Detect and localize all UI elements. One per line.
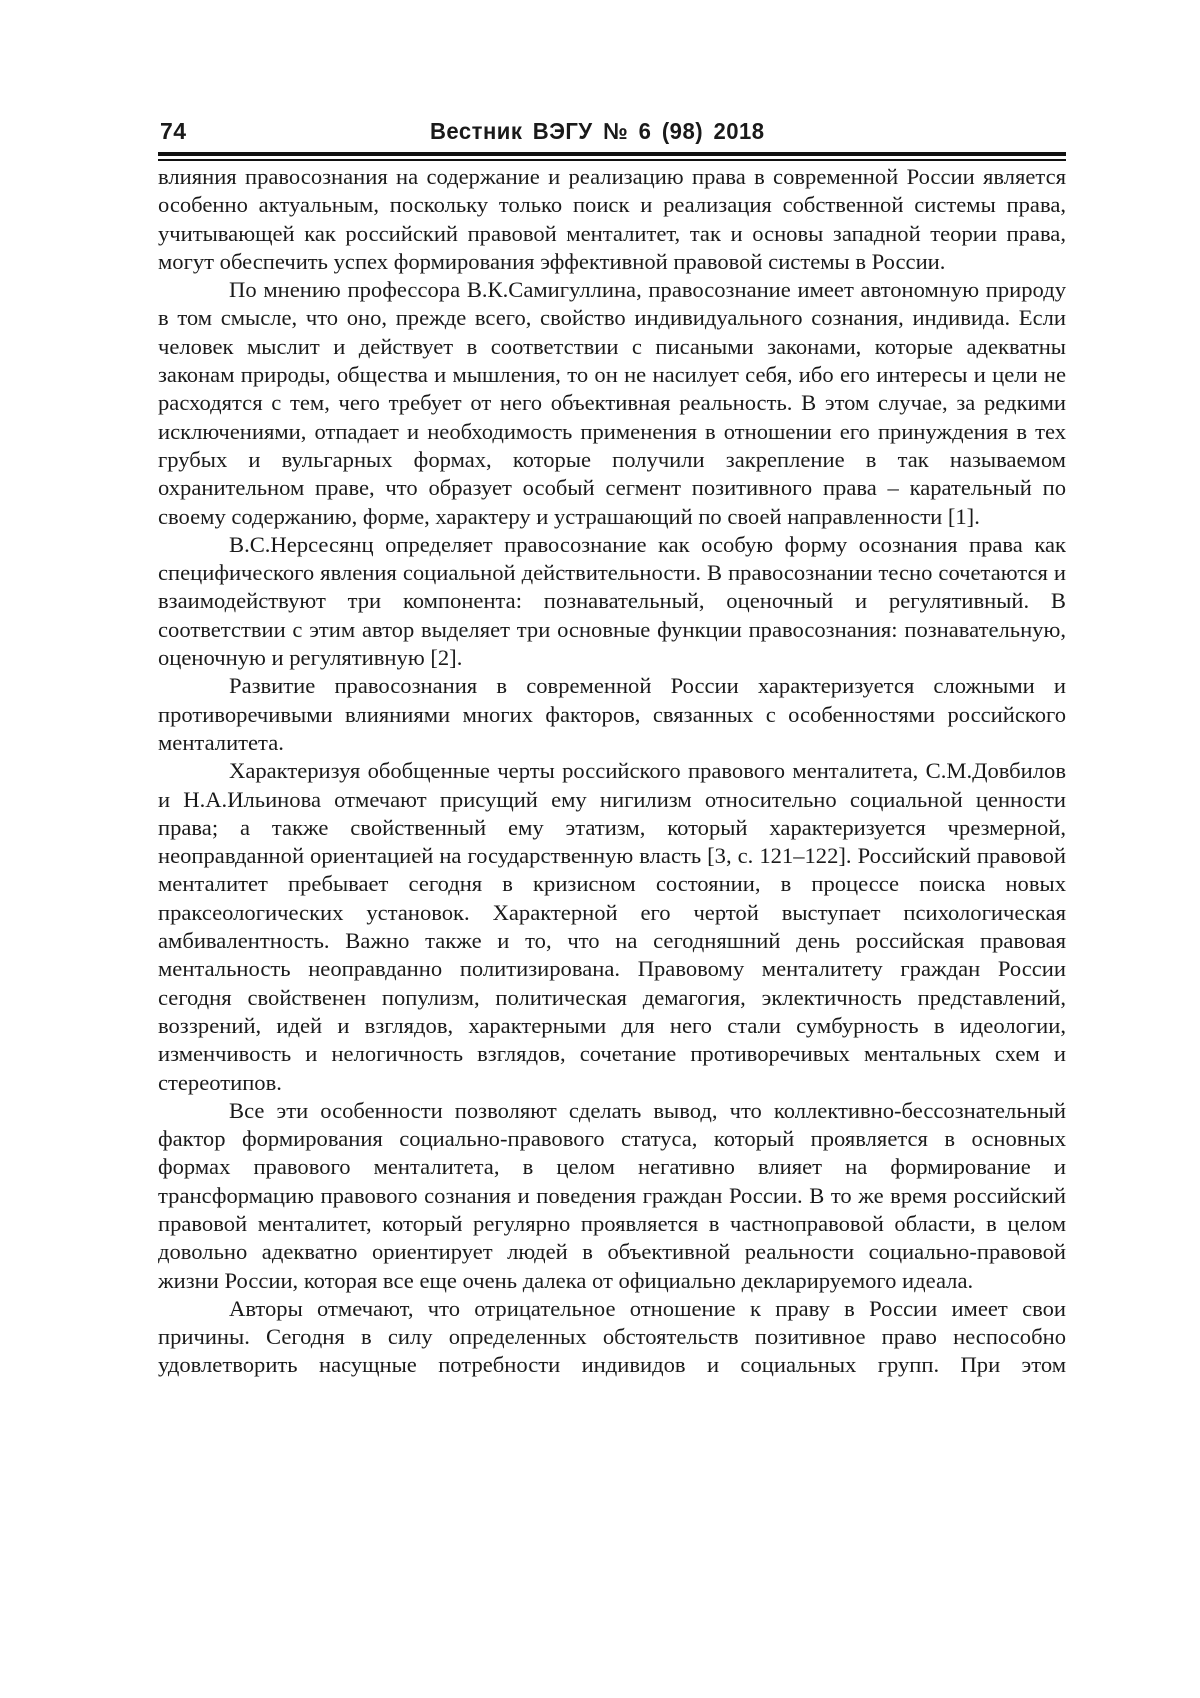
paragraph: Развитие правосознания в современной России характеризуется сложными и противоречивыми влияниями многих факторов, связанных с особенностями российского менталитета. (158, 673, 1066, 755)
paragraph: Все эти особенности позволяют сделать вывод, что коллективно-бессознательный фактор формирования социально-правового статуса, который проявляется в основных формах правового менталитета, в целом негативно влияет на формирование и трансформацию правового сознания и поведения граждан России. В то же время российский правовой менталитет, который регулярно проявляется в частноправовой области, в целом довольно адекватно ориентирует людей в объективной реальности социально-правовой жизни России, которая все еще очень далека от официально декларируемого идеала. (158, 1097, 1066, 1293)
paragraph: Авторы отмечают, что отрицательное отношение к праву в России имеет свои причины. Сегодня в силу определенных обстоятельств позитивное право неспособно удовлетворить насущные потребности индивидов и социальных групп. При этом (158, 1295, 1066, 1378)
journal-title: Вестник ВЭГУ № 6 (98) 2018 (430, 118, 765, 144)
paragraph: влияния правосознания на содержание и реализацию права в современной России является особенно актуальным, поскольку только поиск и реализация собственной системы права, учитывающей как российский правовой менталитет, так и основы западной теории права, могут обеспечить успех формирования эффективной правовой системы в России. (158, 164, 1066, 274)
paragraph: В.С.Нерсесянц определяет правосознание как особую форму осознания права как специфического явления социальной действительности. В правосознании тесно сочетаются и взаимодействуют три компонента: познавательный, оценочный и регулятивный. В соответствии с этим автор выделяет три основные функции правосознания: познавательную, оценочную и регулятивную [2]. (158, 531, 1066, 671)
paragraph: По мнению профессора В.К.Самигуллина, правосознание имеет автономную природу в том смысле, что оно, прежде всего, свойство индивидуального сознания, индивида. Если человек мыслит и действует в соответствии с писаными законами, которые адекватны законам природы, общества и мышления, то он не насилует себя, ибо его интересы и цели не расходятся с тем, чего требует от него объективная реальность. В этом случае, за редкими исключениями, отпадает и необходимость применения в отношении его принуждения в тех грубых и вульгарных формах, которые получили закрепление в так называемом охранительном праве, что образует особый сегмент позитивного права – карательный по своему содержанию, форме, характеру и устрашающий по своей направленности [1]. (158, 277, 1066, 529)
article-body (158, 163, 1066, 1380)
header-rule-thick (158, 152, 1066, 156)
header-rule-thin (158, 159, 1066, 161)
page-number: 74 (160, 118, 187, 144)
paragraph: Характеризуя обобщенные черты российского правового менталитета, С.М.Довбилов и Н.А.Ильинова отмечают присущий ему нигилизм относительно социальной ценности права; а также свойственный ему этатизм, который характеризуется чрезмерной, неоправданной ориентацией на государственную власть [3, с. 121–122]. Российский правовой менталитет пребывает сегодня в кризисном состоянии, в процессе поиска новых праксеологических установок. Характерной его чертой выступает психологическая амбивалентность. Важно также и то, что на сегодняшний день российская правовая ментальность неоправданно политизирована. Правовому менталитету граждан России сегодня свойственен популизм, политическая демагогия, эклектичность представлений, воззрений, идей и взглядов, характерными для него стали сумбурность в идеологии, изменчивость и нелогичность взглядов, сочетание противоречивых ментальных схем и стереотипов. (158, 758, 1066, 1095)
running-head (158, 118, 1066, 148)
